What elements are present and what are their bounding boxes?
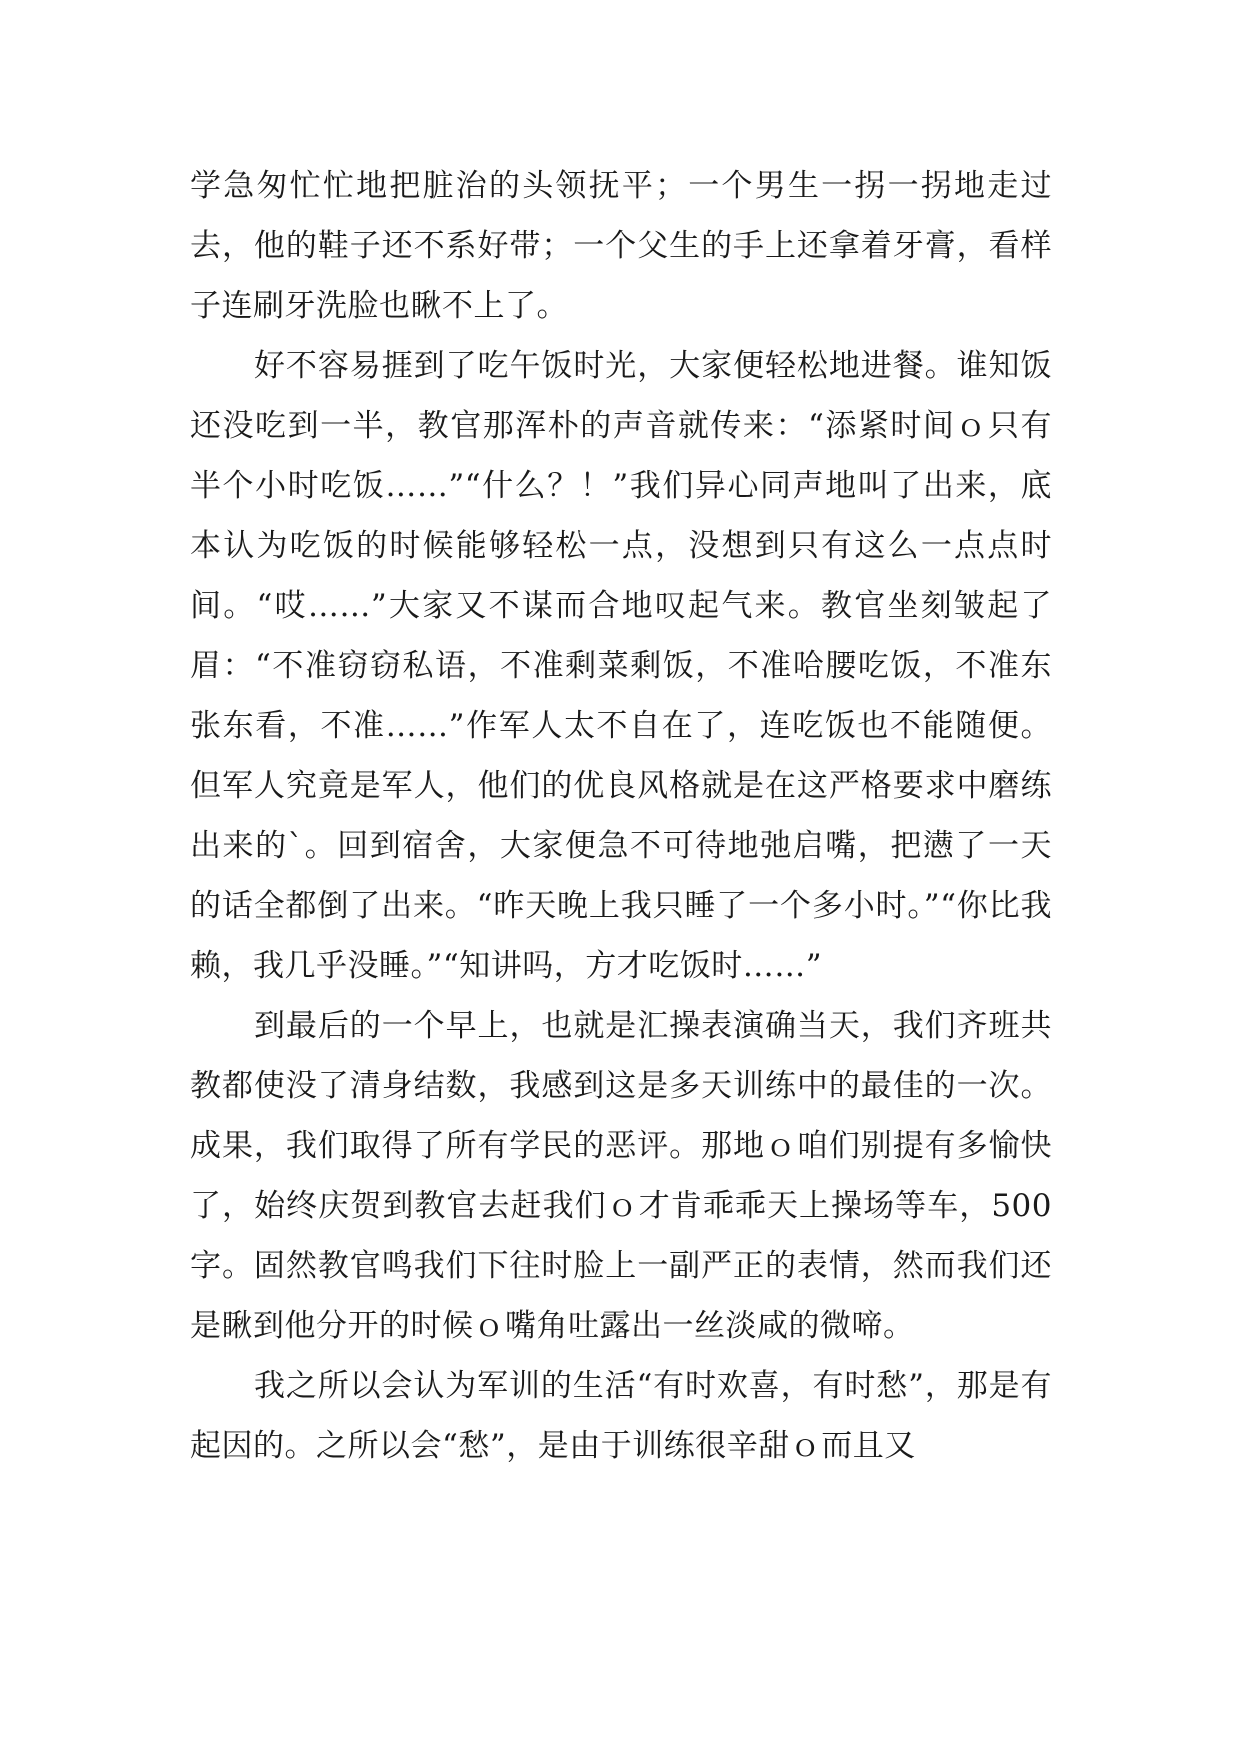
paragraph-3: 到最后的一个早上，也就是汇操表演确当天，我们齐班共教都使没了清身结数，我感到这是多天训练中的最佳的一次。成果，我们取得了所有学民的恶评。那地ｏ咱们别提有多愉快了，始终庆贺到教官去赶我们ｏ才肯乖乖天上操场等车，500字。固然教官鸣我们下往时脸上一副严正的表情，然而我们还是瞅到他分开的时候ｏ嘴角吐露出一丝淡咸的微啼。 (190, 1008, 1052, 1344)
document-body (190, 156, 1052, 1476)
paragraph-2: 好不容易捱到了吃午饭时光，大家便轻松地进餐。谁知饭还没吃到一半，教官那浑朴的声音就传来：“添紧时间ｏ只有半个小时吃饭……”“什么？！”我们异心同声地叫了出来，底本认为吃饭的时候能够轻松一点，没想到只有这么一点点时间。“哎……”大家又不谋而合地叹起气来。教官坐刻皱起了眉：“不准窃窃私语，不准剩菜剩饭，不准哈腰吃饭，不准东张东看，不准……”作军人太不自在了，连吃饭也不能随便。但军人究竟是军人，他们的优良风格就是在这严格要求中磨练出来的`。回到宿舍，大家便急不可待地弛启嘴，把懑了一天的话全都倒了出来。“昨天晚上我只睡了一个多小时。”“你比我赖，我几乎没睡。”“知讲吗，方才吃饭时……” (190, 348, 1052, 984)
paragraph-1: 学急匆忙忙地把脏治的头领抚平；一个男生一拐一拐地走过去，他的鞋子还不系好带；一个父生的手上还拿着牙膏，看样子连刷牙洗脸也瞅不上了。 (190, 168, 1052, 324)
paragraph-4: 我之所以会认为军训的生活“有时欢喜，有时愁”，那是有起因的。之所以会“愁”，是由于训练很辛甜ｏ而且又 (190, 1368, 1052, 1464)
